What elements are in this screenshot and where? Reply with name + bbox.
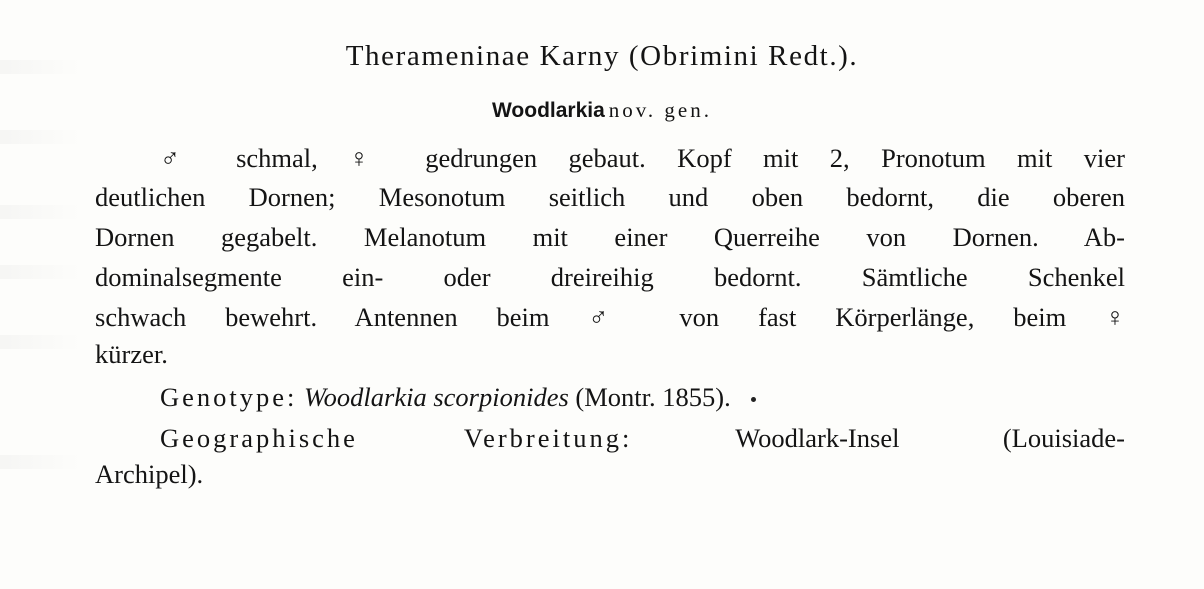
description-line: schwach bewehrt. Antennen beim ♂ von fast Körperlänge, beim ♀: [95, 302, 1125, 332]
description-line: dominalsegmente ein- oder dreireihig bedornt. Sämtliche Schenkel: [95, 262, 1125, 292]
distribution-line-2: Archipel).: [95, 459, 204, 489]
bleed-through-mark: [0, 265, 80, 279]
bleed-through-mark: [0, 205, 80, 219]
description-line: ♂ schmal, ♀ gedrungen gebaut. Kopf mit 2, Pronotum mit vier: [160, 143, 1125, 173]
distribution-label: Geographische Verbreitung:: [160, 423, 633, 453]
distribution-line: [160, 422, 1125, 454]
genus-heading: [0, 98, 1204, 123]
bleed-through-mark: [0, 130, 80, 144]
subfamily-heading: Therameninae Karny (Obrimini Redt.).: [345, 40, 859, 72]
bleed-through-mark: [0, 335, 80, 349]
genotype-reference: (Montr. 1855).: [575, 382, 731, 412]
genus-status: nov. gen.: [608, 98, 713, 122]
bleed-through-mark: [0, 455, 80, 469]
stray-dot: [751, 397, 756, 402]
description-line: Dornen gegabelt. Melanotum mit einer Querreihe von Dornen. Ab-: [95, 222, 1125, 252]
genotype-species: Woodlarkia scorpionides: [304, 382, 569, 412]
description-line: kürzer.: [95, 339, 168, 369]
distribution-text: Woodlark-Insel (Louisiade-: [735, 423, 1125, 453]
genus-name: Woodlarkia: [491, 99, 605, 122]
genotype-label: Genotype:: [160, 382, 298, 412]
description-line: deutlichen Dornen; Mesonotum seitlich und oben bedornt, die oberen: [95, 182, 1125, 212]
genotype-line: [160, 381, 1125, 413]
